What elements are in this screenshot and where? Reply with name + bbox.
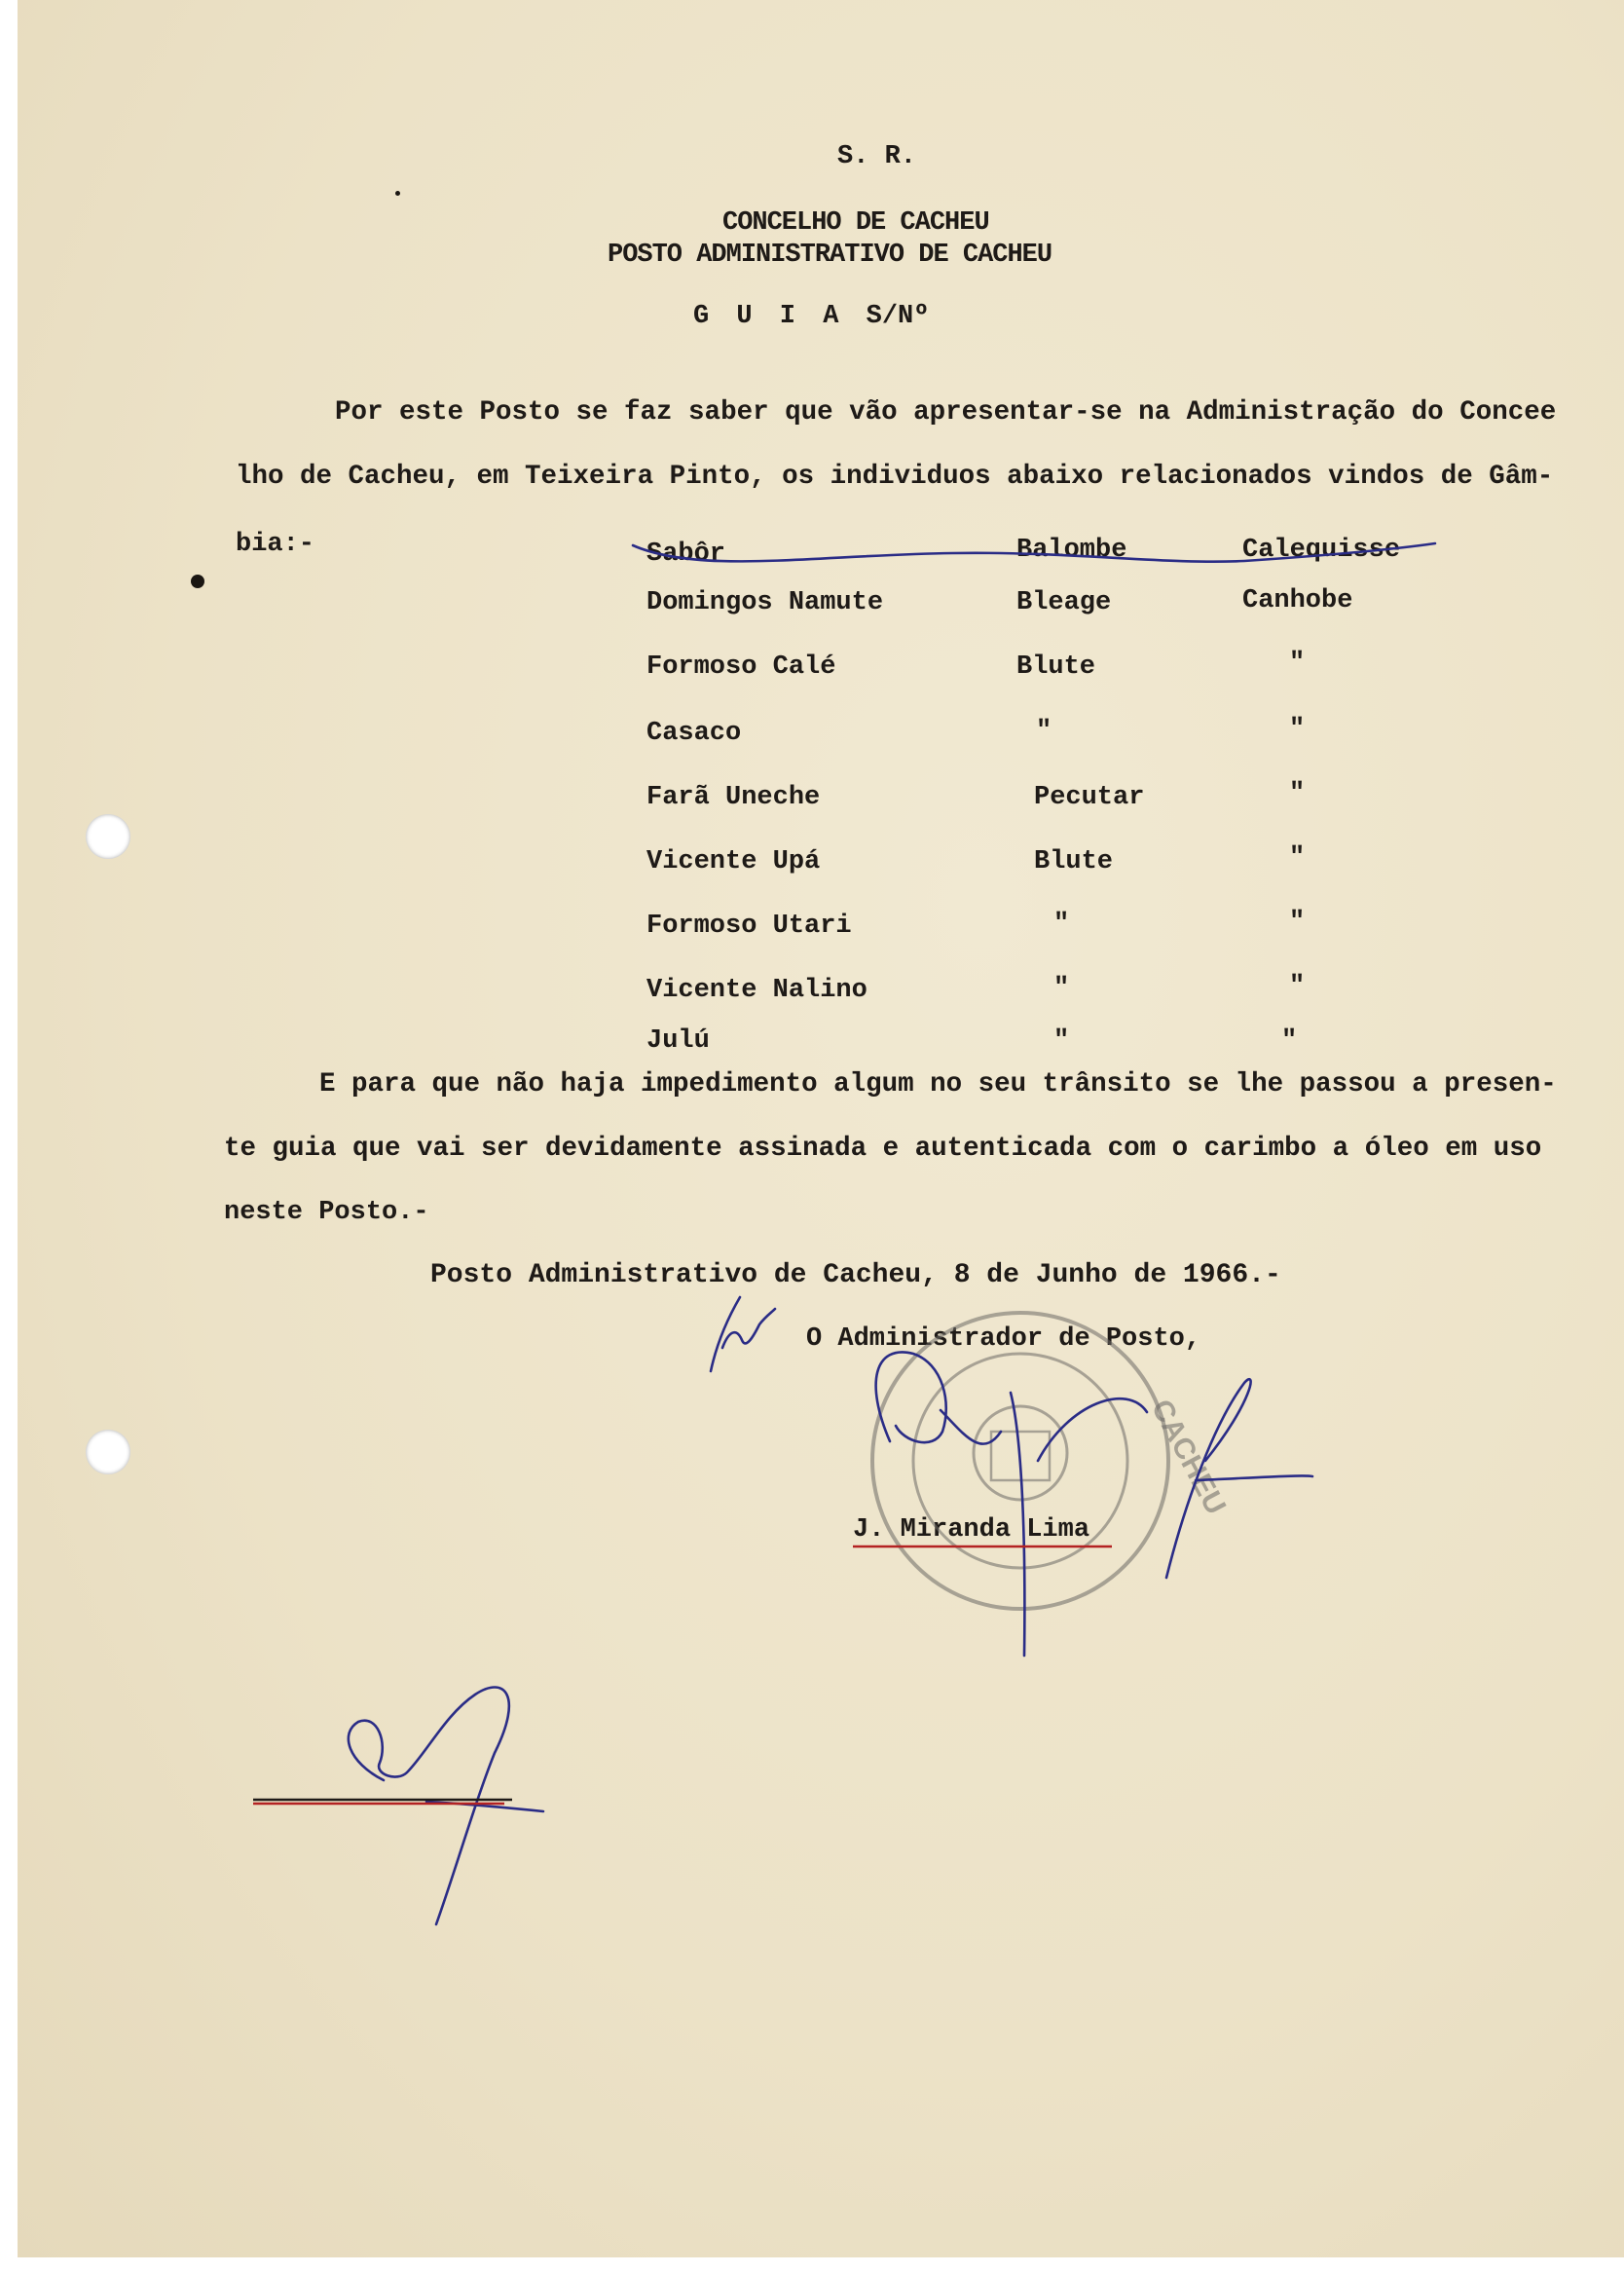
person-origin: " <box>1036 717 1052 746</box>
person-origin: " <box>1053 1026 1070 1056</box>
person-origin: Pecutar <box>1034 783 1145 812</box>
person-origin: Bleage <box>1016 588 1112 617</box>
person-origin: Blute <box>1034 847 1114 876</box>
person-name: Julú <box>646 1026 710 1056</box>
initials-mark <box>711 1297 775 1371</box>
person-destination: " <box>1281 1026 1298 1056</box>
person-name: Casaco <box>646 719 742 748</box>
person-origin: " <box>1053 974 1070 1003</box>
place-date: Posto Administrativo de Cacheu, 8 de Junho de 1966.- <box>430 1260 1281 1290</box>
person-name: Formoso Utari <box>646 912 852 941</box>
person-destination: Calequisse <box>1242 536 1401 565</box>
stamp-text: CACHEU <box>1144 1394 1233 1520</box>
administrator-signature <box>876 1352 1312 1656</box>
person-destination: " <box>1289 649 1306 678</box>
intro-line-1: Por este Posto se faz saber que vão apresentar-se na Administração do Concee <box>335 397 1557 428</box>
person-origin: Balombe <box>1016 536 1127 565</box>
closing-line-3: neste Posto.- <box>224 1198 429 1227</box>
person-name: Vicente Nalino <box>646 976 867 1005</box>
person-name: Sabôr <box>646 540 726 569</box>
guia-title: G U I A S/Nº <box>693 302 930 331</box>
bottom-signature <box>349 1688 543 1925</box>
intro-line-2: lho de Cacheu, em Teixeira Pinto, os individuos abaixo relacionados vindos de Gâm- <box>236 462 1554 492</box>
person-destination: " <box>1289 779 1306 808</box>
signatory-title: O Administrador de Posto, <box>806 1324 1201 1354</box>
person-destination: " <box>1289 972 1306 1001</box>
person-name: Vicente Upá <box>646 847 821 876</box>
person-destination: " <box>1289 843 1306 873</box>
handwriting-overlay <box>18 0 1624 2257</box>
person-name: Farã Uneche <box>646 783 821 812</box>
strike-through-line <box>633 543 1435 562</box>
header-sr: S. R. <box>837 142 917 171</box>
closing-line-2: te guia que vai ser devidamente assinada e autenticada com o carimbo a óleo em uso <box>224 1134 1542 1164</box>
closing-line-1: E para que não haja impedimento algum no seu trânsito se lhe passou a presen- <box>319 1069 1557 1099</box>
signatory-name: J. Miranda Lima <box>853 1515 1090 1545</box>
header-concelho: CONCELHO DE CACHEU <box>722 208 989 238</box>
person-destination: Canhobe <box>1242 586 1353 615</box>
document-page <box>18 0 1624 2257</box>
header-posto: POSTO ADMINISTRATIVO DE CACHEU <box>608 241 1052 270</box>
person-destination: " <box>1289 715 1306 744</box>
intro-line-3: bia:- <box>236 530 315 559</box>
person-origin: " <box>1053 910 1070 939</box>
person-name: Formoso Calé <box>646 652 836 682</box>
person-name: Domingos Namute <box>646 588 884 617</box>
person-origin: Blute <box>1016 652 1096 682</box>
person-destination: " <box>1289 908 1306 937</box>
